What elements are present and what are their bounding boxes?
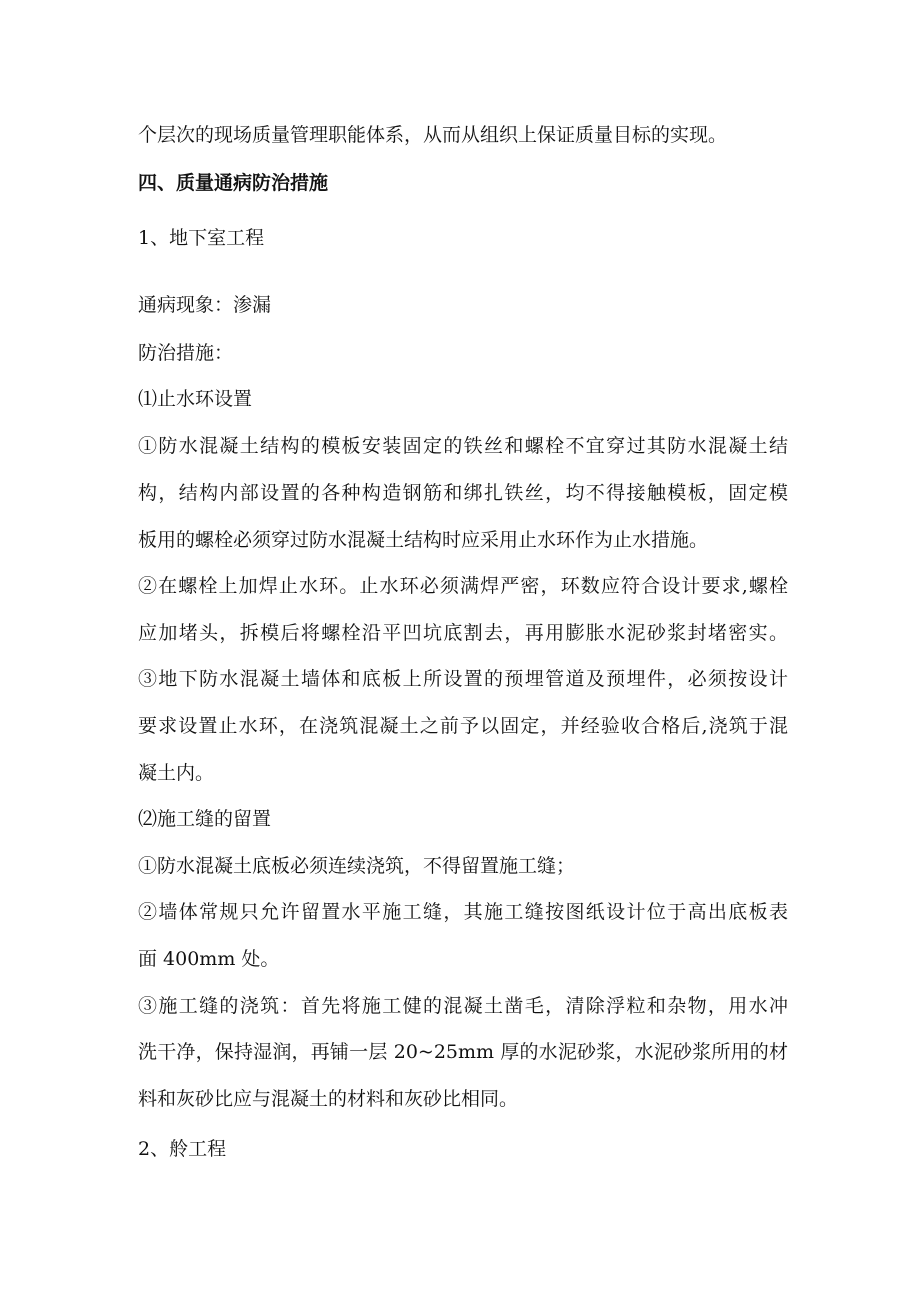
paragraph-line: 凝土内。 [138,762,215,784]
paragraph-line: 通病现象：渗漏 [138,294,272,316]
paragraph-line: 防治措施： [138,342,234,364]
subsection-heading: 2、舲工程 [138,1138,227,1160]
paragraph-line: 料和灰砂比应与混凝土的材料和灰砂比相同。 [138,1088,519,1110]
paragraph-line: ②在螺栓上加焊止水环。止水环必须满焊严密，环数应符合设计要求,螺栓 [138,575,788,597]
paragraph-line: 构，结构内部设置的各种构造钢筋和绑扎铁丝，均不得接触模板，固定模 [138,482,788,504]
paragraph-line: 洗干净，保持湿润，再铺一层 20~25mm 厚的水泥砂浆，水泥砂浆所用的材 [138,1041,788,1063]
list-heading: ⑵施工缝的留置 [138,808,272,830]
paragraph-line: 要求设置止水环，在浇筑混凝土之前予以固定，并经验收合格后,浇筑于混 [138,715,788,737]
paragraph-line: ①防水混凝土结构的模板安装固定的铁丝和螺栓不宜穿过其防水混凝土结 [138,435,788,457]
section-heading: 四、质量通病防治措施 [138,172,329,194]
subsection-heading: 1、地下室工程 [138,227,265,249]
paragraph-line: 板用的螺栓必须穿过防水混凝土结构时应采用止水环作为止水措施。 [138,529,709,551]
paragraph-line: 面 400mm 处。 [138,948,280,970]
list-heading: ⑴止水环设置 [138,388,253,410]
paragraph-line: ③地下防水混凝土墙体和底板上所设置的预埋管道及预埋件，必须按设计 [138,668,788,690]
paragraph-line: 应加堵头，拆模后将螺栓沿平凹坑底割去，再用膨胀水泥砂浆封堵密实。 [138,622,788,644]
paragraph-line: 个层次的现场质量管理职能体系，从而从组织上保证质量目标的实现。 [138,124,728,146]
paragraph-line: ③施工缝的浇筑：首先将施工健的混凝土凿毛，清除浮粒和杂物，用水冲 [138,995,788,1017]
paragraph-line: ②墙体常规只允许留置水平施工缝，其施工缝按图纸设计位于高出底板表 [138,901,788,923]
paragraph-line: ①防水混凝土底板必须连续浇筑，不得留置施工缝； [138,855,576,877]
